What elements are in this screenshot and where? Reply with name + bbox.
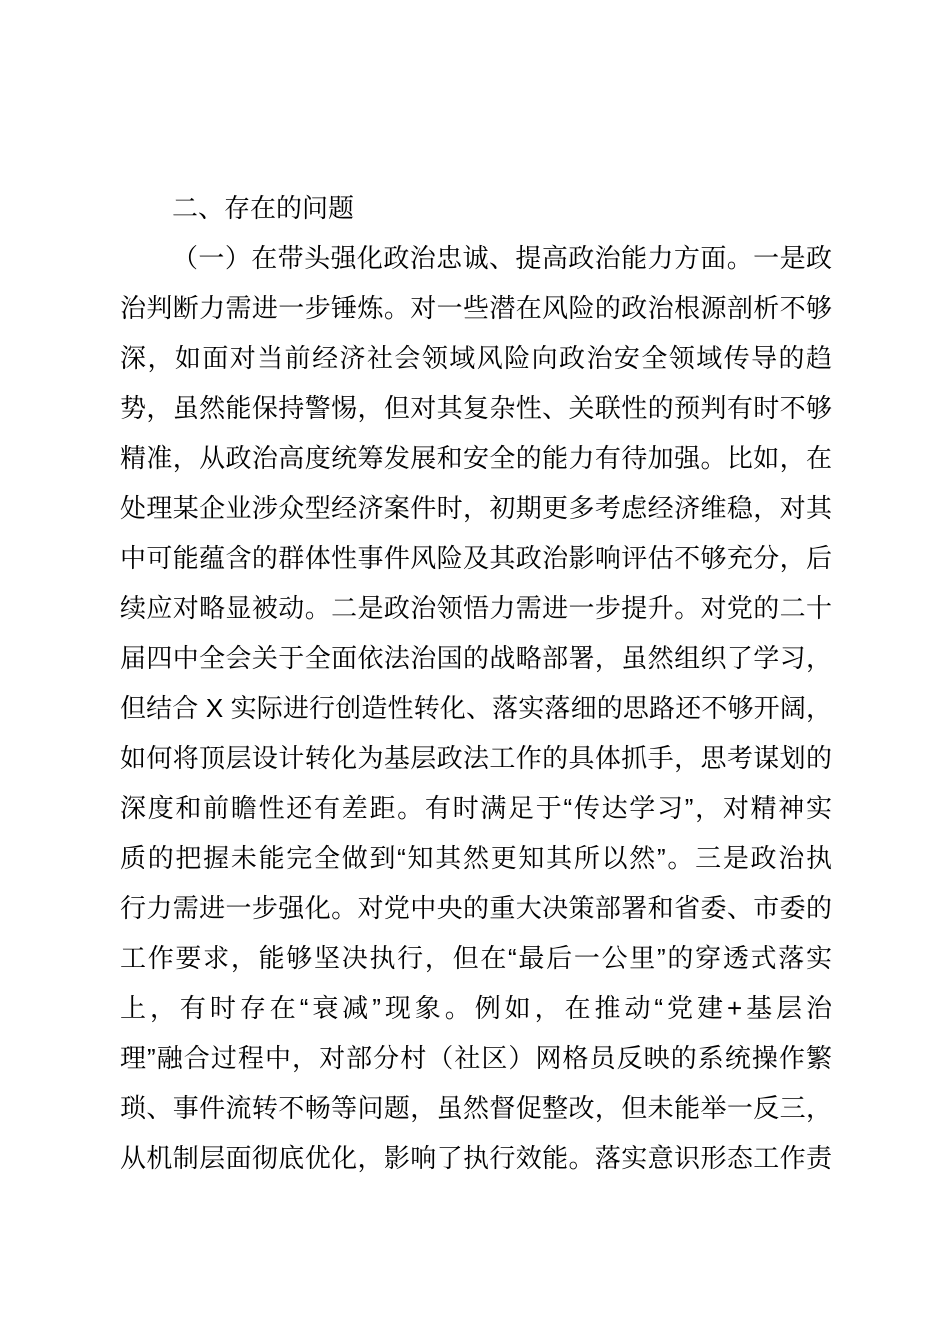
paragraph-line: 深，如面对当前经济社会领域风险向政治安全领域传导的趋: [120, 343, 832, 373]
paragraph-line: 中可能蕴含的群体性事件风险及其政治影响评估不够充分，后: [120, 543, 832, 573]
paragraph-line: 但结合 X 实际进行创造性转化、落实落细的思路还不够开阔，: [120, 693, 832, 723]
paragraph-line: 深度和前瞻性还有差距。有时满足于“传达学习”，对精神实: [120, 793, 832, 823]
paragraph-line: 质的把握未能完全做到“知其然更知其所以然”。三是政治执: [120, 843, 832, 873]
paragraph-line: 行力需进一步强化。对党中央的重大决策部署和省委、市委的: [120, 893, 832, 923]
paragraph-line: 工作要求，能够坚决执行，但在“最后一公里”的穿透式落实: [120, 943, 832, 973]
paragraph-line: 势，虽然能保持警惕，但对其复杂性、关联性的预判有时不够: [120, 393, 832, 423]
paragraph-line: 琐、事件流转不畅等问题，虽然督促整改，但未能举一反三，: [120, 1093, 832, 1123]
paragraph-line: 理”融合过程中，对部分村（社区）网格员反映的系统操作繁: [120, 1043, 832, 1073]
paragraph-line: 上，有时存在“衰减”现象。例如，在推动“党建+基层治: [120, 993, 832, 1023]
paragraph-line: 精准，从政治高度统筹发展和安全的能力有待加强。比如，在: [120, 443, 832, 473]
paragraph-line: 治判断力需进一步锤炼。对一些潜在风险的政治根源剖析不够: [120, 293, 832, 323]
paragraph-line: 如何将顶层设计转化为基层政法工作的具体抓手，思考谋划的: [120, 743, 832, 773]
paragraph-line: 续应对略显被动。二是政治领悟力需进一步提升。对党的二十: [120, 593, 832, 623]
section-heading: 二、存在的问题: [172, 193, 355, 223]
paragraph-line: 从机制层面彻底优化，影响了执行效能。落实意识形态工作责: [120, 1143, 832, 1173]
paragraph-line: 届四中全会关于全面依法治国的战略部署，虽然组织了学习，: [120, 643, 832, 673]
paragraph-line: （一）在带头强化政治忠诚、提高政治能力方面。一是政: [172, 243, 832, 273]
paragraph-line: 处理某企业涉众型经济案件时，初期更多考虑经济维稳，对其: [120, 493, 832, 523]
